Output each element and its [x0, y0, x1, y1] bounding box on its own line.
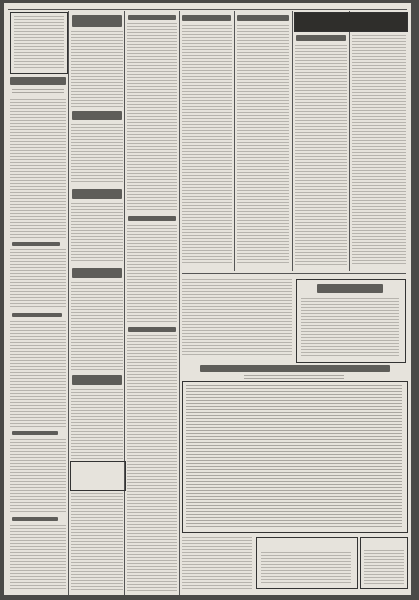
column-1-headline	[10, 77, 66, 85]
timetable-title	[200, 365, 390, 372]
column-rule	[349, 11, 350, 271]
memorial-notice	[256, 537, 358, 589]
notice-box	[10, 12, 68, 74]
newspaper-page	[4, 3, 411, 595]
masthead-banner	[294, 12, 408, 32]
column-2-headline	[72, 15, 122, 27]
top-rule	[8, 9, 407, 10]
baths-ad	[296, 279, 406, 363]
column-rule	[234, 11, 235, 271]
timetable-grid	[182, 381, 408, 533]
ad-box	[70, 461, 126, 491]
insurance-ad	[360, 537, 408, 589]
article-text	[10, 99, 66, 239]
column-rule	[124, 11, 125, 595]
column-rule	[292, 11, 293, 271]
column-rule	[179, 11, 180, 595]
column-rule	[68, 11, 69, 595]
